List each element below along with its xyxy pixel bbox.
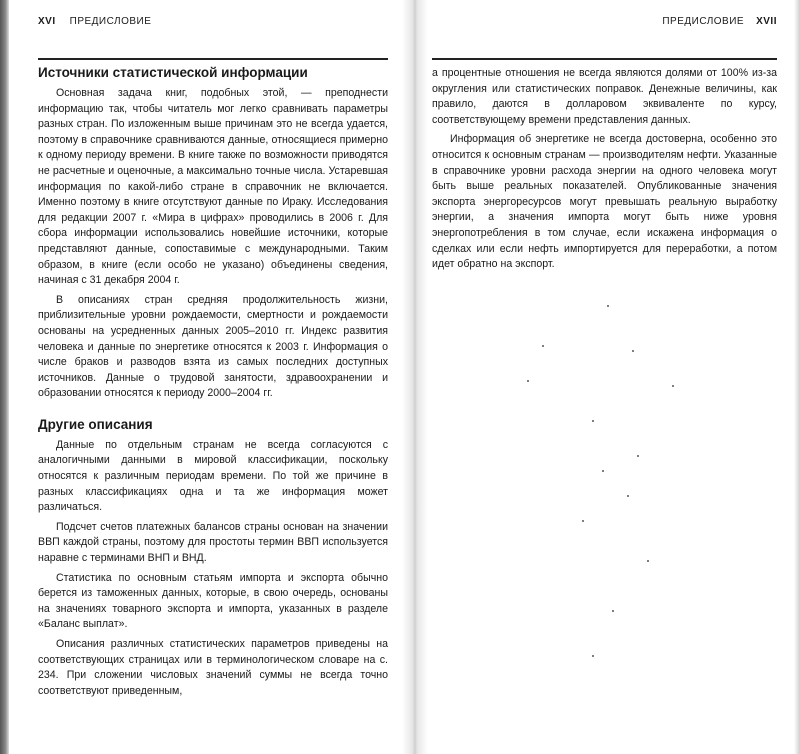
left-running-head — [38, 16, 151, 27]
left-page-number: XVI — [38, 16, 56, 27]
paragraph: Статистика по основным статьям импорта и экспорта обычно берется из таможенных данных, которые, в свою очередь, основаны на значениях товарного экспорта и импорта, указанных в разделе «Баланс выплат». — [38, 571, 388, 631]
scan-speck — [582, 520, 584, 522]
book-gutter — [402, 0, 428, 754]
paragraph: Описания различных статистических параметров приведены на соответствующих страницах или в терминологическом словаре на с. 234. При сложении числовых значений суммы не всегда точно соответствуют приведенным, — [38, 638, 388, 697]
section-heading-sources: Источники статистической информации — [38, 65, 308, 80]
scan-speck — [592, 420, 594, 422]
scan-speck — [627, 495, 629, 497]
continued-paragraph: а процентные отношения не всегда являются долями от 100% из-за округления или статистических поправок. Денежные величины, как правило, даются в долларовом эквиваленте по курсу, соответствующему времени представления данных. — [432, 67, 777, 126]
scan-speck — [637, 455, 639, 457]
scan-speck — [612, 610, 614, 612]
right-page-body — [432, 66, 777, 277]
scan-speck — [632, 350, 634, 352]
paragraph: Основная задача книг, подобных этой, — преподнести информацию так, чтобы читатель мог легко сравнивать параметры разных стран. По изложенным выше причинам это не всегда удается, поэтому в справочнике сравниваются данные, относящиеся примерно к одному периоду времени. В книге также по возможности приводятся не расчетные и оценочные, а максимально точные числа. Устаревшая информация по какой-либо стране в справочник не включается. Именно поэтому в книге отсутствуют данные по Ираку. Исследования для редакции 2007 г. «Мира в цифрах» проводились в 2006 г. Для сбора информации использовались новейшие источники, которые представляют данные, сопоставимые с международными. Таким образом, в книге (если особо не указано) объединены сведения, начиная с 31 декабря 2004 г. — [38, 87, 388, 287]
right-header-rule — [432, 58, 777, 60]
book-spine-shadow-left — [0, 0, 9, 754]
scan-speck — [647, 560, 649, 562]
section-heading-other: Другие описания — [38, 416, 153, 432]
scan-speck — [602, 470, 604, 472]
right-page-number: XVII — [756, 16, 777, 27]
right-page — [432, 0, 777, 754]
paragraph: Подсчет счетов платежных балансов страны основан на значении ВВП каждой страны, поэтому для простоты термин ВВП используется наравне с терминами ВНП и ВНД. — [38, 520, 388, 565]
right-running-title: ПРЕДИСЛОВИЕ — [662, 16, 745, 27]
scan-speck — [672, 385, 674, 387]
scan-speck — [542, 345, 544, 347]
right-running-head — [662, 16, 777, 27]
left-page-body — [38, 60, 388, 703]
left-page — [38, 0, 388, 754]
paragraph: Данные по отдельным странам не всегда согласуются с аналогичными данными в мировой классификации, поскольку относятся к различным периодам времени. По той же причине в разных классификациях одна и та же информация может различаться. — [38, 438, 388, 514]
scan-speck — [592, 655, 594, 657]
left-running-title: ПРЕДИСЛОВИЕ — [69, 16, 152, 27]
scan-speck — [607, 305, 609, 307]
paragraph: Информация об энергетике не всегда достоверна, особенно это относится к основным странам — производителям нефти. Указанные в справочнике уровни расхода энергии на одного человека могут быть выше реальных показателей. Опубликованные значения экспорта энергоресурсов могут превышать реальную выработку энергии, а значения импорта могут быть ниже уровня энергопотребления в том случае, если искажена информация о сделках или если нефть импортируется для переработки, а потом идет обратно на экспорт. — [432, 133, 777, 271]
page-edge-right — [794, 0, 800, 754]
paragraph: В описаниях стран средняя продолжительность жизни, приблизительные уровни рождаемости, смертности и рождаемости основаны на усредненных данных 2005–2010 гг. Индекс развития человека и данные по энергетике относятся к 2003 г. Информация о числе браков и разводов взята из самых последних доступных источников. Данные о трудовой занятости, здравоохранении и образовании относятся к периоду 2000–2004 гг. — [38, 293, 388, 400]
scan-speck — [527, 380, 529, 382]
